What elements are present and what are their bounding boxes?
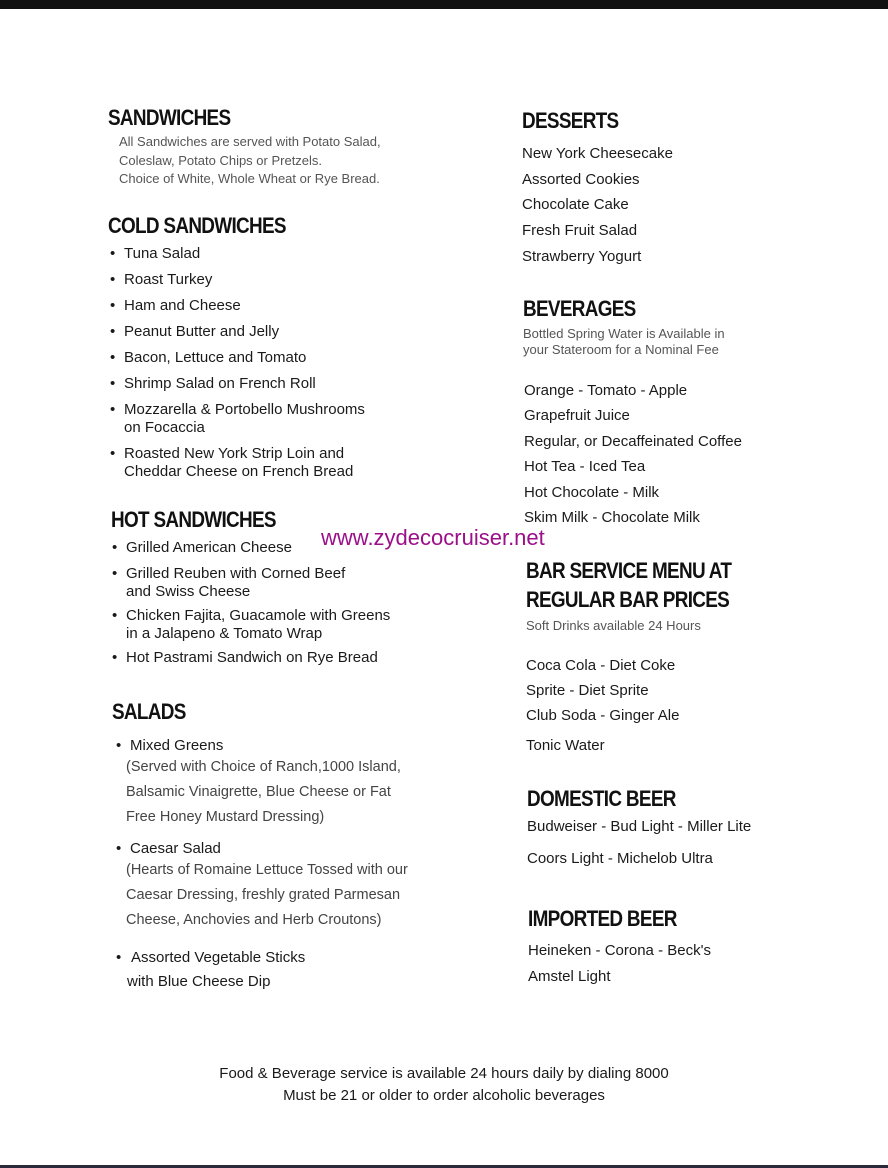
item-label: Chicken Fajita, Guacamole with Greens: [126, 607, 391, 624]
hot-sandwiches-section: [111, 505, 303, 534]
salad-desc-line: Balsamic Vinaigrette, Blue Cheese or Fat: [126, 784, 391, 800]
desserts-heading: DESSERTS: [522, 108, 619, 133]
domestic-beer-section: [527, 784, 700, 813]
list-item: [109, 245, 365, 263]
list-item: Chocolate Cake: [522, 196, 629, 214]
salads-heading: SALADS: [112, 699, 186, 724]
salad-item: [116, 839, 446, 933]
imported-beer-heading: IMPORTED BEER: [528, 906, 677, 931]
list-item: Club Soda - Ginger Ale: [526, 707, 680, 724]
list-item: Heineken - Corona - Beck's: [528, 942, 711, 959]
desserts-list: [522, 141, 673, 270]
salad-item: [116, 946, 446, 994]
salad-name: Assorted Vegetable Sticks: [131, 949, 306, 966]
item-label: Grilled Reuben with Corned Beef: [126, 565, 346, 582]
bar-service-heading-line: REGULAR BAR PRICES: [526, 587, 730, 612]
list-item: Sprite - Diet Sprite: [526, 682, 649, 699]
list-item: [111, 565, 390, 601]
item-label: Bacon, Lettuce and Tomato: [124, 349, 307, 366]
cold-sandwiches-heading: COLD SANDWICHES: [108, 213, 286, 238]
list-item: [109, 375, 365, 393]
bullet: •: [116, 949, 122, 966]
list-item: Coca Cola - Diet Coke: [526, 657, 676, 674]
salad-desc-line: Cheese, Anchovies and Herb Croutons): [126, 912, 382, 928]
list-item: [111, 607, 390, 643]
list-item: Regular, or Decaffeinated Coffee: [524, 432, 742, 450]
domestic-beer-list: [527, 818, 751, 868]
list-item: Fresh Fruit Salad: [522, 222, 638, 240]
item-label-cont: and Swiss Cheese: [126, 583, 251, 600]
bullet: •: [116, 840, 122, 857]
salad-name-row: [116, 839, 446, 858]
sandwiches-note-line: Choice of White, Whole Wheat or Rye Bread.: [119, 171, 380, 186]
list-item: Tonic Water: [526, 737, 605, 754]
imported-beer-section: [528, 904, 701, 933]
salad-desc-line: (Hearts of Romaine Lettuce Tossed with our: [126, 862, 408, 878]
beverages-section: [523, 294, 725, 358]
salad-desc-line: Free Honey Mustard Dressing): [126, 809, 325, 825]
beverages-note: [523, 326, 725, 358]
item-label-cont: Cheddar Cheese on French Bread: [124, 463, 354, 480]
salad-name: Caesar Salad: [130, 840, 221, 857]
list-item: [111, 649, 390, 667]
beverages-note-line: Bottled Spring Water is Available in: [523, 326, 725, 341]
item-label: Roasted New York Strip Loin and: [124, 445, 345, 462]
beverages-note-line: your Stateroom for a Nominal Fee: [523, 342, 719, 357]
item-label: Shrimp Salad on French Roll: [124, 375, 316, 392]
sandwiches-note-line: Coleslaw, Potato Chips or Pretzels.: [119, 152, 323, 168]
desserts-section: [522, 106, 634, 135]
beverages-list: [524, 378, 742, 530]
list-item: Orange - Tomato - Apple: [524, 382, 688, 399]
top-border: [0, 0, 888, 9]
hot-sandwiches-list: [111, 539, 390, 667]
salad-name-row: [116, 736, 446, 755]
salad-name: Mixed Greens: [130, 737, 224, 754]
item-label: Peanut Butter and Jelly: [124, 323, 280, 340]
list-item: Hot Chocolate - Milk: [524, 483, 660, 501]
list-item: [109, 297, 365, 315]
domestic-beer-heading: DOMESTIC BEER: [527, 786, 676, 811]
footer-age-notice: Must be 21 or older to order alcoholic beverages: [283, 1087, 605, 1104]
item-label: Roast Turkey: [124, 271, 213, 288]
beverages-heading: BEVERAGES: [523, 296, 636, 321]
cold-sandwiches-list: [109, 245, 365, 481]
list-item: New York Cheesecake: [522, 145, 673, 162]
item-label-cont: on Focaccia: [124, 419, 205, 436]
item-label: Ham and Cheese: [124, 297, 241, 314]
list-item: Budweiser - Bud Light - Miller Lite: [527, 818, 752, 835]
item-label: Mozzarella & Portobello Mushrooms: [124, 401, 365, 418]
imported-beer-list: [528, 938, 711, 990]
item-label-cont: in a Jalapeno & Tomato Wrap: [126, 625, 323, 642]
bar-service-section: [526, 556, 765, 636]
bar-service-list: [526, 653, 679, 758]
list-item: [109, 401, 365, 437]
salad-name-row: [116, 946, 446, 970]
list-item: Skim Milk - Chocolate Milk: [524, 509, 700, 527]
cold-sandwiches-section: [108, 211, 315, 240]
salads-list: [116, 736, 446, 994]
list-item: Amstel Light: [528, 968, 611, 985]
list-item: Strawberry Yogurt: [522, 247, 642, 265]
list-item: Grapefruit Juice: [524, 407, 630, 425]
bar-service-heading-line: BAR SERVICE MENU AT: [526, 558, 732, 583]
list-item: Coors Light - Michelob Ultra: [527, 850, 713, 867]
item-label: Tuna Salad: [124, 245, 201, 262]
list-item: [109, 271, 365, 289]
sandwiches-section: [108, 103, 381, 189]
hot-sandwiches-heading: HOT SANDWICHES: [111, 507, 276, 532]
sandwiches-note-line: All Sandwiches are served with Potato Salad,: [119, 134, 381, 149]
watermark-url: www.zydecocruiser.net: [321, 525, 545, 550]
list-item: [109, 349, 365, 367]
bar-service-note: Soft Drinks available 24 Hours: [526, 618, 701, 633]
item-label: Hot Pastrami Sandwich on Rye Bread: [126, 649, 378, 666]
list-item: [109, 323, 365, 341]
salad-desc-line: Caesar Dressing, freshly grated Parmesan: [126, 887, 401, 903]
footer-service-info: Food & Beverage service is available 24 hours daily by dialing 8000: [219, 1065, 669, 1082]
salads-section: [112, 697, 198, 726]
salad-desc-line: (Served with Choice of Ranch,1000 Island,: [126, 759, 401, 775]
list-item: Assorted Cookies: [522, 170, 640, 188]
salad-desc: [126, 858, 446, 933]
list-item: Hot Tea - Iced Tea: [524, 458, 646, 476]
list-item: [109, 445, 365, 481]
salad-item: [116, 736, 446, 830]
sandwiches-heading: SANDWICHES: [108, 105, 231, 130]
bullet: •: [116, 737, 122, 754]
salad-name-cont: with Blue Cheese Dip: [127, 973, 271, 990]
sandwiches-note: [119, 133, 381, 189]
item-label: Grilled American Cheese: [126, 539, 292, 556]
salad-desc: [126, 755, 446, 830]
